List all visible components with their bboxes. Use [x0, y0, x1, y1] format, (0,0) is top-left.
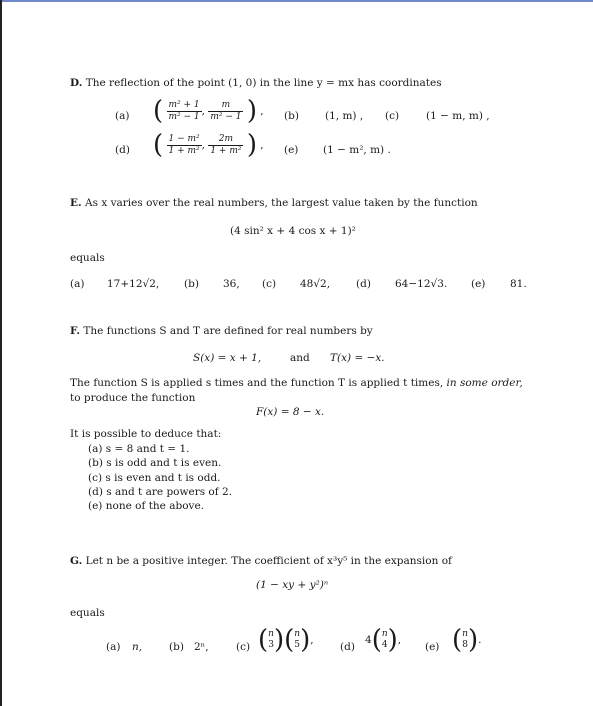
question-f-stem	[70, 325, 373, 338]
g-expression: (1 − xy + y²)ⁿ	[256, 579, 329, 591]
d-option-b: (1, m) ,	[325, 110, 364, 122]
e-equals: equals	[70, 252, 105, 264]
question-f-label: F.	[70, 325, 81, 337]
f-option-e: (e) none of the above.	[88, 500, 205, 512]
question-e-label: E.	[70, 197, 82, 209]
d-option-e: (1 − m², m) .	[323, 144, 391, 156]
f-s-definition: S(x) = x + 1,	[193, 352, 262, 364]
f-result-function: F(x) = 8 − x.	[256, 406, 325, 418]
f-option-b: (b) s is odd and t is even.	[88, 457, 222, 469]
f-option-a: (a) s = 8 and t = 1.	[88, 443, 190, 455]
g-option-e-label: (e)	[425, 641, 440, 653]
d-d-frac2: $\frac{2m}{\text{1 + m²}}$	[210, 133, 242, 156]
g-option-e: ( n 8 ).	[452, 625, 482, 655]
question-g-text: Let n be a positive integer. The coefficient of x³y⁵ in the expansion of	[85, 555, 452, 567]
f-option-c: (c) s is even and t is odd.	[88, 472, 221, 484]
f-option-d: (d) s and t are powers of 2.	[88, 486, 233, 498]
g-e-binom: n 8	[462, 629, 468, 650]
e-option-c: 48√2,	[300, 278, 331, 290]
g-equals: equals	[70, 607, 105, 619]
d-option-e-label: (e)	[284, 144, 299, 156]
g-option-b-label: (b)	[169, 641, 184, 653]
f-intro: It is possible to deduce that:	[70, 428, 222, 440]
f-and: and	[290, 352, 310, 364]
g-option-b: 2ⁿ,	[194, 641, 209, 653]
f-line3: to produce the function	[70, 392, 196, 404]
d-option-b-label: (b)	[284, 110, 299, 122]
e-option-c-label: (c)	[262, 278, 277, 290]
e-option-d: 64−12√3.	[395, 278, 448, 290]
f-t-definition: T(x) = −x.	[330, 352, 385, 364]
g-d-binom: n 4	[381, 629, 388, 650]
d-d-frac1: $\frac{\text{1 − m²}}{\text{1 + m²}}$	[168, 133, 200, 156]
g-option-c-label: (c)	[236, 641, 251, 653]
question-g-stem	[70, 555, 452, 568]
top-border	[0, 0, 593, 2]
question-d-stem	[70, 77, 442, 90]
question-e-stem	[70, 197, 478, 210]
e-option-a: 17+12√2,	[107, 278, 160, 290]
g-option-a-label: (a)	[106, 641, 121, 653]
question-g-label: G.	[70, 555, 83, 567]
d-option-c-label: (c)	[385, 110, 400, 122]
d-option-a: ( $\frac{\text{m² + 1}}{\text{m² − 1}}$ , $\frac{m}{\text{m² − 1}}$ ) ,	[153, 96, 264, 126]
d-option-d-label: (d)	[115, 144, 130, 156]
e-option-b-label: (b)	[184, 278, 199, 290]
f-line2: The function S is applied s times and the function T is applied t times, in some order,	[70, 377, 523, 389]
question-d-label: D.	[70, 77, 83, 89]
e-option-e-label: (e)	[471, 278, 486, 290]
e-expression: (4 sin² x + 4 cos x + 1)²	[230, 225, 356, 237]
g-option-d: 4( n 4 ),	[365, 625, 402, 655]
g-c-binom2: n 5	[294, 629, 301, 650]
e-option-d-label: (d)	[356, 278, 371, 290]
g-option-c: ( n 3 )( n 5 ),	[258, 625, 314, 655]
d-option-c: (1 − m, m) ,	[426, 110, 490, 122]
e-option-a-label: (a)	[70, 278, 85, 290]
question-d-text: The reflection of the point (1, 0) in the line y = mx has coordinates	[85, 77, 442, 89]
question-e-text: As x varies over the real numbers, the largest value taken by the function	[85, 197, 478, 209]
left-border	[0, 0, 2, 706]
question-f-text: The functions S and T are defined for real numbers by	[83, 325, 373, 337]
e-option-b: 36,	[223, 278, 240, 290]
g-c-binom1: n 3	[268, 629, 274, 650]
d-option-d: ( $\frac{\text{1 − m²}}{\text{1 + m²}}$ , $\frac{2m}{\text{1 + m²}}$ ) ,	[153, 130, 264, 160]
d-a-frac1: $\frac{\text{m² + 1}}{\text{m² − 1}}$	[168, 99, 200, 122]
d-a-frac2: $\frac{m}{\text{m² − 1}}$	[210, 99, 242, 122]
e-option-e: 81.	[510, 278, 527, 290]
d-option-a-label: (a)	[115, 110, 130, 122]
g-option-d-label: (d)	[340, 641, 355, 653]
g-option-a: n,	[132, 641, 143, 653]
